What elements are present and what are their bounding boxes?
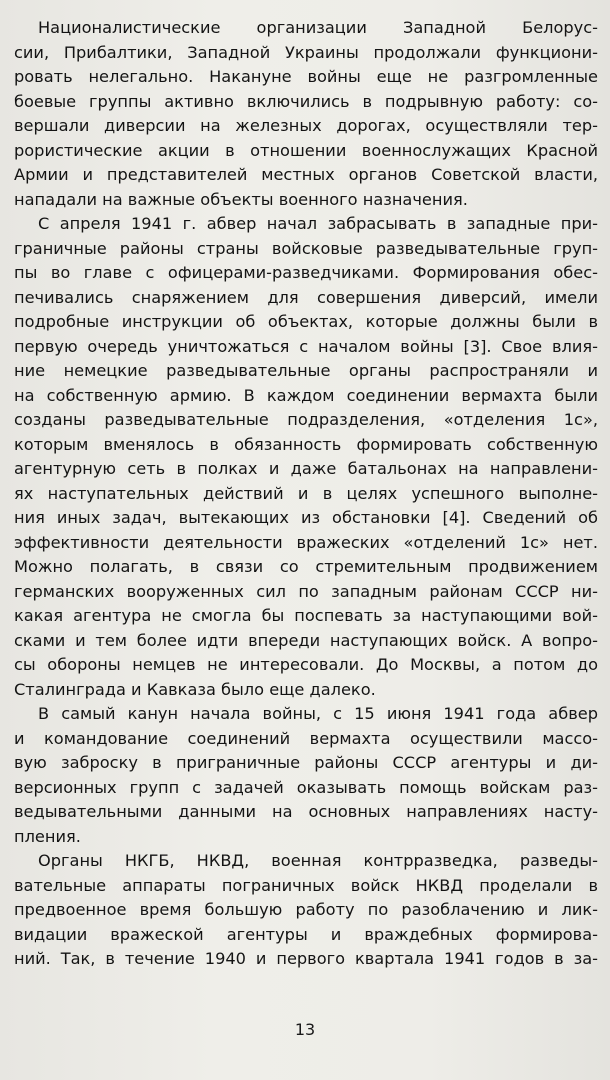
text-line: Органы НКГБ, НКВД, военная контрразведка, разведы- <box>38 851 598 870</box>
text-line: ях наступательных действий и в целях успешного выполне- <box>14 483 598 503</box>
text-line: подробные инструкции об объектах, которые должны были в <box>14 312 598 331</box>
text-line: первую очередь уничтожаться с началом войны [3]. Свое влия- <box>14 336 598 356</box>
text-line: Националистические организации Западной Белорус- <box>38 18 598 37</box>
text-line: ведывательными данными на основных направлениях насту- <box>14 802 598 821</box>
text-line: боевые группы активно включились в подрывную работу: со- <box>14 91 598 111</box>
paragraph-3 <box>14 702 598 849</box>
paragraph-2 <box>14 212 598 702</box>
text-line: сками и тем более идти впереди наступающих войск. А вопро- <box>14 630 598 650</box>
text-line: В самый канун начала войны, с 15 июня 1941 года абвер <box>38 704 598 723</box>
body-text <box>14 16 598 972</box>
text-line: С апреля 1941 г. абвер начал забрасывать в западные при- <box>38 214 598 233</box>
text-line: германских вооруженных сил по западным районам СССР ни- <box>14 581 598 601</box>
text-line: Армии и представителей местных органов Советской власти, <box>14 165 598 184</box>
text-line: рористические акции в отношении военнослужащих Красной <box>14 140 598 160</box>
page-number: 13 <box>294 1020 316 1039</box>
text-line: сии, Прибалтики, Западной Украины продолжали функциони- <box>14 42 598 62</box>
text-line: Можно полагать, в связи со стремительным продвижением <box>14 557 598 576</box>
text-line: предвоенное время большую работу по разоблачению и лик- <box>14 900 598 919</box>
text-line: ний. Так, в течение 1940 и первого квартала 1941 годов в за- <box>14 949 598 968</box>
text-line: вершали диверсии на железных дорогах, осуществляли тер- <box>14 116 598 135</box>
text-line: вую заброску в приграничные районы СССР агентуры и ди- <box>14 753 598 772</box>
text-line: ния иных задач, вытекающих из обстановки [4]. Сведений об <box>14 508 598 527</box>
text-line: нападали на важные объекты военного назначения. <box>14 189 468 209</box>
text-line: печивались снаряжением для совершения диверсий, имели <box>14 287 598 307</box>
text-line: вательные аппараты пограничных войск НКВД проделали в <box>14 875 598 895</box>
text-line: сы обороны немцев не интересовали. До Москвы, а потом до <box>14 655 598 674</box>
text-line: созданы разведывательные подразделения, «отделения 1с», <box>14 410 598 429</box>
text-line: видации вражеской агентуры и враждебных формирова- <box>14 924 598 944</box>
text-line: граничные районы страны войсковые разведывательные груп- <box>14 238 598 258</box>
text-line: на собственную армию. В каждом соединении вермахта были <box>14 385 598 405</box>
text-line: ние немецкие разведывательные органы распространяли и <box>14 361 598 380</box>
text-line: и командование соединений вермахта осуществили массо- <box>14 728 598 748</box>
text-line: пления. <box>14 826 81 846</box>
text-line: какая агентура не смогла бы поспевать за наступающими вой- <box>14 606 598 625</box>
paragraph-1 <box>14 16 598 212</box>
text-line: версионных групп с задачей оказывать помощь войскам раз- <box>14 777 598 797</box>
text-line: которым вменялось в обязанность формировать собственную <box>14 434 598 454</box>
text-line: пы во главе с офицерами-разведчиками. Формирования обес- <box>14 263 598 282</box>
text-line: Сталинграда и Кавказа было еще далеко. <box>14 679 376 699</box>
text-line: ровать нелегально. Накануне войны еще не разгромленные <box>14 67 598 86</box>
paragraph-4 <box>14 849 598 972</box>
text-line: агентурную сеть в полках и даже батальонах на направлени- <box>14 459 598 478</box>
text-line: эффективности деятельности вражеских «отделений 1с» нет. <box>14 532 598 552</box>
